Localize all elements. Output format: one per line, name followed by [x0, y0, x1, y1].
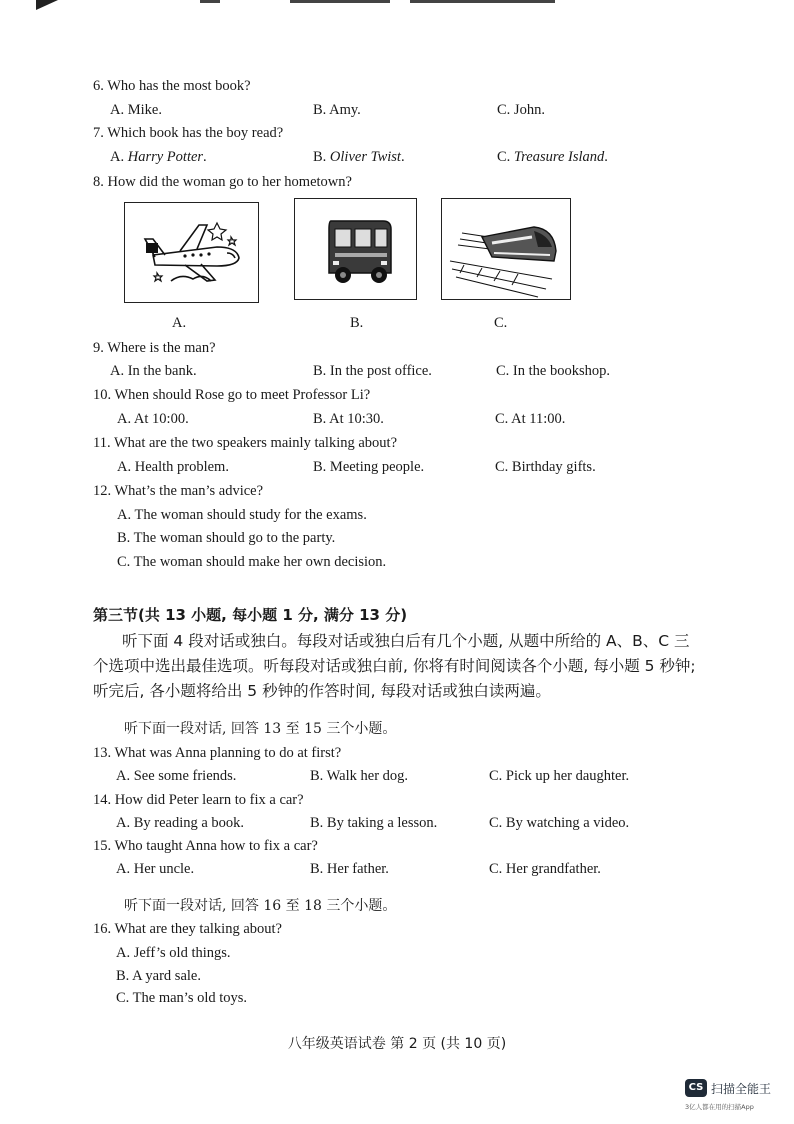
question-15: 15. Who taught Anna how to fix a car?	[93, 838, 318, 854]
q6-option-a: A. Mike.	[110, 102, 162, 118]
q6-option-b: B. Amy.	[313, 102, 361, 118]
q10-option-b: B. At 10:30.	[313, 411, 384, 427]
question-7: 7. Which book has the boy read?	[93, 125, 284, 141]
q9-option-a: A. In the bank.	[110, 363, 197, 379]
subsection-16-18-instruction: 听下面一段对话, 回答 16 至 18 三个小题。	[124, 898, 397, 914]
section-3-instructions-line-2: 个选项中选出最佳选项。听每段对话或独白前, 你将有时间阅读各个小题, 每小题 5 秒钟;	[93, 657, 696, 675]
q10-option-a: A. At 10:00.	[117, 411, 189, 427]
q12-option-a: A. The woman should study for the exams.	[117, 507, 367, 523]
q16-option-b: B. A yard sale.	[116, 968, 201, 984]
q15-option-b: B. Her father.	[310, 861, 389, 877]
question-8: 8. How did the woman go to her hometown?	[93, 174, 352, 190]
scan-edge-mark	[290, 0, 390, 3]
bus-icon	[294, 198, 417, 300]
scan-edge-mark	[410, 0, 555, 3]
question-12: 12. What’s the man’s advice?	[93, 483, 264, 499]
q14-option-c: C. By watching a video.	[489, 815, 630, 831]
q8-label-c: C.	[494, 315, 508, 331]
q14-option-b: B. By taking a lesson.	[310, 815, 438, 831]
q11-option-c: C. Birthday gifts.	[495, 459, 596, 475]
section-3-instructions-line-3: 听完后, 各小题将给出 5 秒钟的作答时间, 每段对话或独白读两遍。	[93, 682, 551, 700]
section-3-instructions-line-1: 听下面 4 段对话或独白。每段对话或独白后有几个小题, 从题中所给的 A、B、C 三	[122, 632, 690, 650]
scan-edge-mark	[200, 0, 220, 3]
scanner-app-name: 扫描全能王	[711, 1082, 772, 1096]
section-3-title: 第三节(共 13 小题, 每小题 1 分, 满分 13 分)	[93, 606, 408, 624]
q7-option-c: C. Treasure Island.	[497, 149, 608, 165]
q15-option-a: A. Her uncle.	[116, 861, 195, 877]
q8-label-a: A.	[172, 315, 187, 331]
q9-option-c: C. In the bookshop.	[496, 363, 610, 379]
q7-option-b: B. Oliver Twist.	[313, 149, 405, 165]
q13-option-c: C. Pick up her daughter.	[489, 768, 630, 784]
q6-option-c: C. John.	[497, 102, 545, 118]
q11-option-a: A. Health problem.	[117, 459, 229, 475]
q10-option-c: C. At 11:00.	[495, 411, 566, 427]
question-11: 11. What are the two speakers mainly talking about?	[93, 435, 398, 451]
q9-option-b: B. In the post office.	[313, 363, 432, 379]
q13-option-a: A. See some friends.	[116, 768, 237, 784]
q12-option-c: C. The woman should make her own decision.	[117, 554, 387, 570]
q16-option-a: A. Jeff’s old things.	[116, 945, 231, 961]
q13-option-b: B. Walk her dog.	[310, 768, 409, 784]
question-6: 6. Who has the most book?	[93, 78, 251, 94]
q16-option-c: C. The man’s old toys.	[116, 990, 248, 1006]
q12-option-b: B. The woman should go to the party.	[117, 530, 336, 546]
scanner-logo-icon: CS	[685, 1079, 707, 1097]
subsection-13-15-instruction: 听下面一段对话, 回答 13 至 15 三个小题。	[124, 721, 397, 737]
scan-corner-mark	[36, 0, 58, 10]
q11-option-b: B. Meeting people.	[313, 459, 425, 475]
q8-label-b: B.	[350, 315, 364, 331]
question-13: 13. What was Anna planning to do at first?	[93, 745, 342, 761]
question-10: 10. When should Rose go to meet Professor Li?	[93, 387, 371, 403]
q14-option-a: A. By reading a book.	[116, 815, 245, 831]
question-16: 16. What are they talking about?	[93, 921, 282, 937]
question-14: 14. How did Peter learn to fix a car?	[93, 792, 304, 808]
q7-option-a: A. Harry Potter.	[110, 149, 207, 165]
question-9: 9. Where is the man?	[93, 340, 216, 356]
scanner-tagline: 3亿人都在用的扫描App	[685, 1103, 754, 1111]
airplane-icon	[124, 202, 259, 303]
scanner-watermark	[685, 1079, 785, 1119]
page-footer: 八年级英语试卷 第 2 页 (共 10 页)	[287, 1036, 507, 1052]
train-icon	[441, 198, 571, 300]
q15-option-c: C. Her grandfather.	[489, 861, 601, 877]
